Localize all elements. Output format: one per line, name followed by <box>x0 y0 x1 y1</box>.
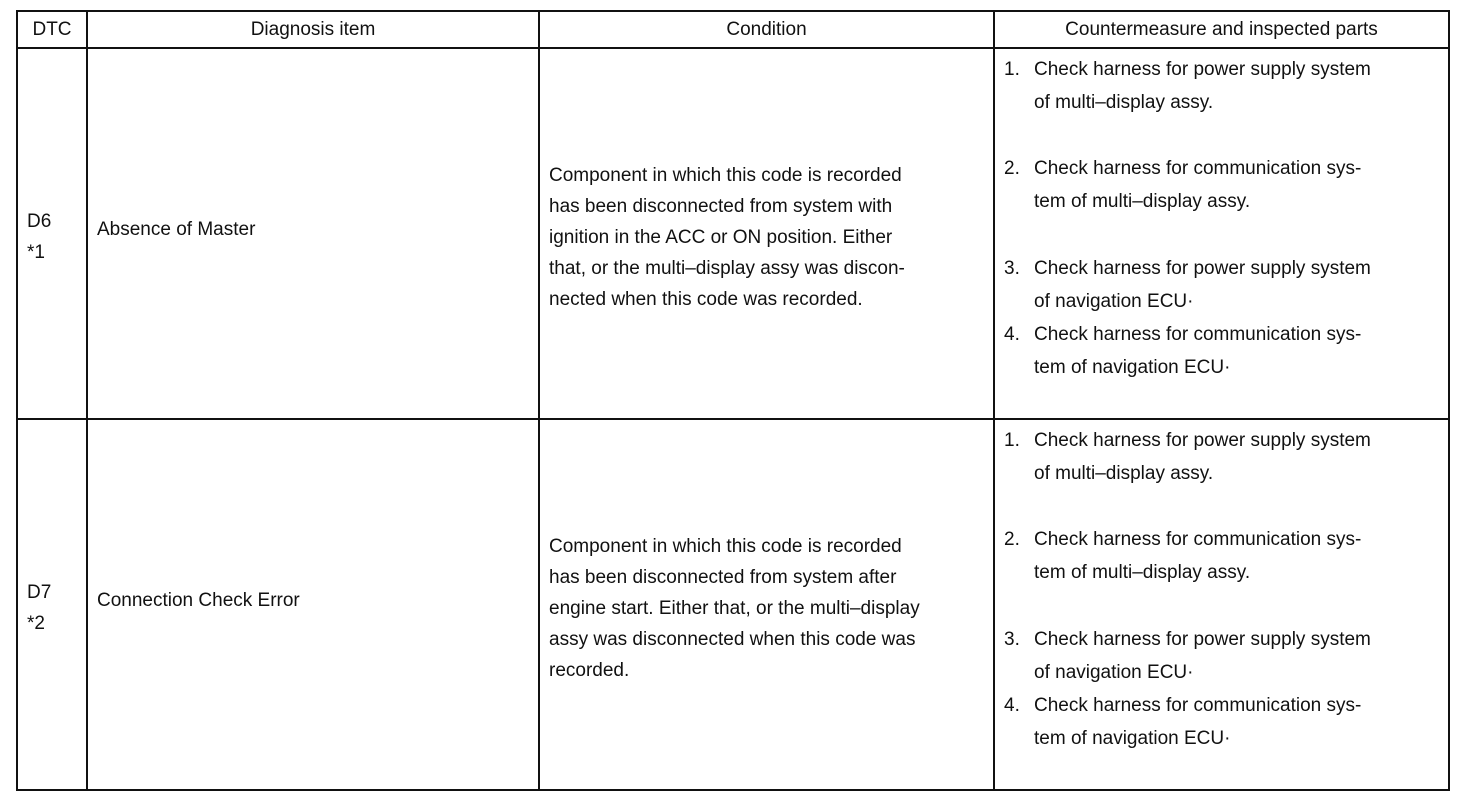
countermeasure-item <box>1004 252 1444 318</box>
diagnosis-item: Connection Check Error <box>97 590 300 611</box>
countermeasure-item <box>1004 424 1444 490</box>
countermeasure-item <box>1004 53 1444 119</box>
diagnosis-item-cell <box>87 419 539 790</box>
countermeasure-line: tem of multi–display assy. <box>1034 191 1251 212</box>
header-countermeasure: Countermeasure and inspected parts <box>994 11 1449 48</box>
countermeasure-line: Check harness for communication sys- <box>1034 324 1362 345</box>
dtc-table <box>16 10 1450 791</box>
condition-line: engine start. Either that, or the multi–display <box>549 598 920 619</box>
countermeasure-item <box>1004 689 1444 755</box>
countermeasure-line: tem of navigation ECU· <box>1034 357 1231 378</box>
condition-line: recorded. <box>549 660 630 681</box>
countermeasure-line: Check harness for power supply system <box>1034 59 1371 80</box>
table-row <box>17 48 1449 419</box>
countermeasure-number: 1. <box>1004 59 1020 80</box>
condition-line: Component in which this code is recorded <box>549 165 902 186</box>
condition-text <box>549 160 979 315</box>
countermeasure-line: Check harness for communication sys- <box>1034 695 1362 716</box>
dtc-code: D6 <box>27 211 52 232</box>
countermeasure-line: tem of navigation ECU· <box>1034 728 1231 749</box>
countermeasure-line: Check harness for power supply system <box>1034 258 1371 279</box>
countermeasure-number: 4. <box>1004 324 1020 345</box>
dtc-code: D7 <box>27 582 52 603</box>
header-diagnosis-item: Diagnosis item <box>87 11 539 48</box>
countermeasure-cell <box>994 419 1449 790</box>
countermeasure-number: 4. <box>1004 695 1020 716</box>
dtc-note: *1 <box>27 242 45 263</box>
dtc-cell <box>17 48 87 419</box>
countermeasure-line: of navigation ECU· <box>1034 291 1194 312</box>
countermeasure-line: of multi–display assy. <box>1034 92 1214 113</box>
condition-cell <box>539 48 994 419</box>
countermeasure-number: 2. <box>1004 158 1020 179</box>
countermeasure-line: Check harness for communication sys- <box>1034 158 1362 179</box>
condition-cell <box>539 419 994 790</box>
countermeasure-number: 1. <box>1004 430 1020 451</box>
condition-line: assy was disconnected when this code was <box>549 629 916 650</box>
condition-line: ignition in the ACC or ON position. Either <box>549 227 893 248</box>
condition-line: has been disconnected from system after <box>549 567 897 588</box>
header-dtc: DTC <box>17 11 87 48</box>
diagnosis-item-cell <box>87 48 539 419</box>
countermeasure-item <box>1004 152 1444 218</box>
condition-line: has been disconnected from system with <box>549 196 893 217</box>
countermeasure-line: Check harness for power supply system <box>1034 430 1371 451</box>
condition-line: Component in which this code is recorded <box>549 536 902 557</box>
condition-line: nected when this code was recorded. <box>549 289 863 310</box>
countermeasure-item <box>1004 318 1444 384</box>
countermeasure-item <box>1004 623 1444 689</box>
countermeasure-line: tem of multi–display assy. <box>1034 562 1251 583</box>
condition-line: that, or the multi–display assy was discon- <box>549 258 905 279</box>
countermeasure-number: 2. <box>1004 529 1020 550</box>
countermeasure-line: Check harness for communication sys- <box>1034 529 1362 550</box>
countermeasure-number: 3. <box>1004 629 1020 650</box>
dtc-cell <box>17 419 87 790</box>
header-condition: Condition <box>539 11 994 48</box>
diagnosis-item: Absence of Master <box>97 219 256 240</box>
countermeasure-line: Check harness for power supply system <box>1034 629 1371 650</box>
countermeasure-line: of navigation ECU· <box>1034 662 1194 683</box>
countermeasure-item <box>1004 523 1444 589</box>
header-row <box>17 11 1449 48</box>
condition-text <box>549 531 979 686</box>
table-row <box>17 419 1449 790</box>
countermeasure-number: 3. <box>1004 258 1020 279</box>
countermeasure-cell <box>994 48 1449 419</box>
dtc-note: *2 <box>27 613 45 634</box>
countermeasure-line: of multi–display assy. <box>1034 463 1214 484</box>
